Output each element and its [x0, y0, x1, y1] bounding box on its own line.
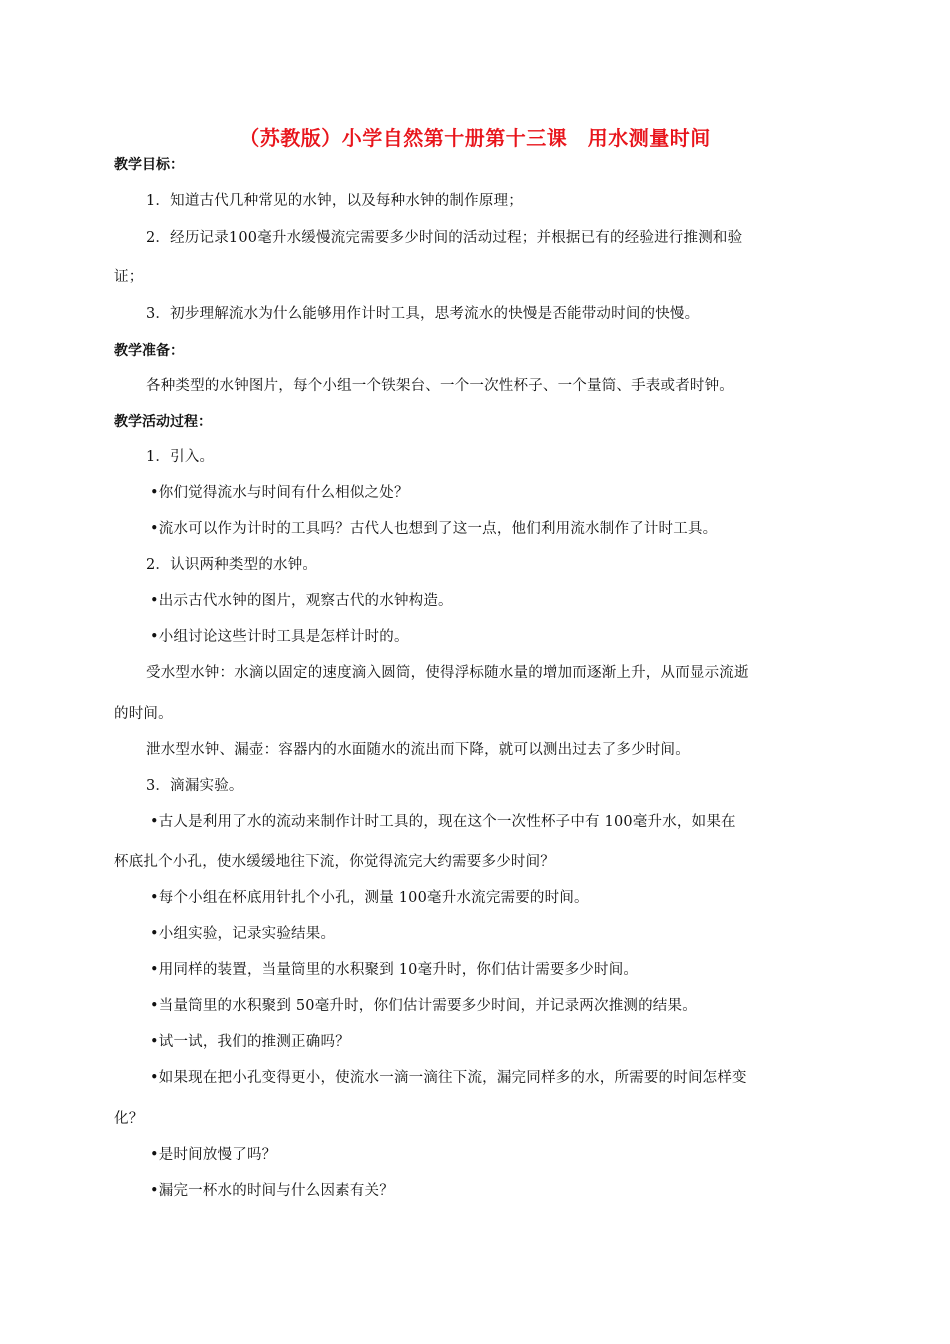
objective-item: 1．知道古代几种常见的水钟，以及每种水钟的制作原理； [146, 193, 523, 209]
process-bullet: •当量筒里的水积聚到 50毫升时，你们估计需要多少时间，并记录两次推测的结果。 [150, 998, 697, 1014]
process-heading: 教学活动过程： [114, 414, 212, 430]
objective-item: 3．初步理解流水为什么能够用作计时工具，思考流水的快慢是否能带动时间的快慢。 [146, 306, 700, 322]
process-bullet: •每个小组在杯底用针扎个小孔，测量 100毫升水流完需要的时间。 [150, 890, 589, 906]
process-line-continued: 化？ [114, 1111, 144, 1127]
process-bullet: •试一试，我们的推测正确吗？ [150, 1034, 350, 1050]
process-line-continued: 的时间。 [114, 706, 173, 722]
preparation-heading: 教学准备： [114, 343, 184, 359]
document-title: （苏教版）小学自然第十册第十三课 用水测量时间 [239, 126, 711, 150]
process-line: 1．引入。 [146, 449, 215, 465]
process-bullet: •是时间放慢了吗？ [150, 1147, 277, 1163]
process-bullet: •你们觉得流水与时间有什么相似之处？ [150, 485, 409, 501]
process-bullet: •小组讨论这些计时工具是怎样计时的。 [150, 629, 409, 645]
process-bullet: •古人是利用了水的流动来制作计时工具的，现在这个一次性杯子中有 100毫升水，如果在 [150, 814, 736, 830]
process-bullet: •出示古代水钟的图片，观察古代的水钟构造。 [150, 593, 453, 609]
process-line-continued: 杯底扎个小孔，使水缓缓地往下流，你觉得流完大约需要多少时间？ [114, 854, 555, 870]
process-bullet: •漏完一杯水的时间与什么因素有关？ [150, 1183, 394, 1199]
preparation-item: 各种类型的水钟图片，每个小组一个铁架台、一个一次性杯子、一个量筒、手表或者时钟。 [146, 378, 734, 394]
objective-item-continued: 证； [114, 269, 144, 285]
process-line: 泄水型水钟、漏壶：容器内的水面随水的流出而下降，就可以测出过去了多少时间。 [146, 742, 690, 758]
process-bullet: •如果现在把小孔变得更小，使流水一滴一滴往下流，漏完同样多的水，所需要的时间怎样变 [150, 1070, 747, 1086]
objectives-heading: 教学目标： [114, 157, 184, 173]
process-line: 2．认识两种类型的水钟。 [146, 557, 318, 573]
process-bullet: •小组实验，记录实验结果。 [150, 926, 336, 942]
objective-item: 2．经历记录100毫升水缓慢流完需要多少时间的活动过程；并根据已有的经验进行推测和验 [146, 230, 743, 246]
process-bullet: •流水可以作为计时的工具吗？古代人也想到了这一点，他们利用流水制作了计时工具。 [150, 521, 718, 537]
process-line: 3．滴漏实验。 [146, 778, 244, 794]
process-bullet: •用同样的装置，当量筒里的水积聚到 10毫升时，你们估计需要多少时间。 [150, 962, 639, 978]
process-line: 受水型水钟：水滴以固定的速度滴入圆筒，使得浮标随水量的增加而逐渐上升，从而显示流逝 [146, 665, 749, 681]
